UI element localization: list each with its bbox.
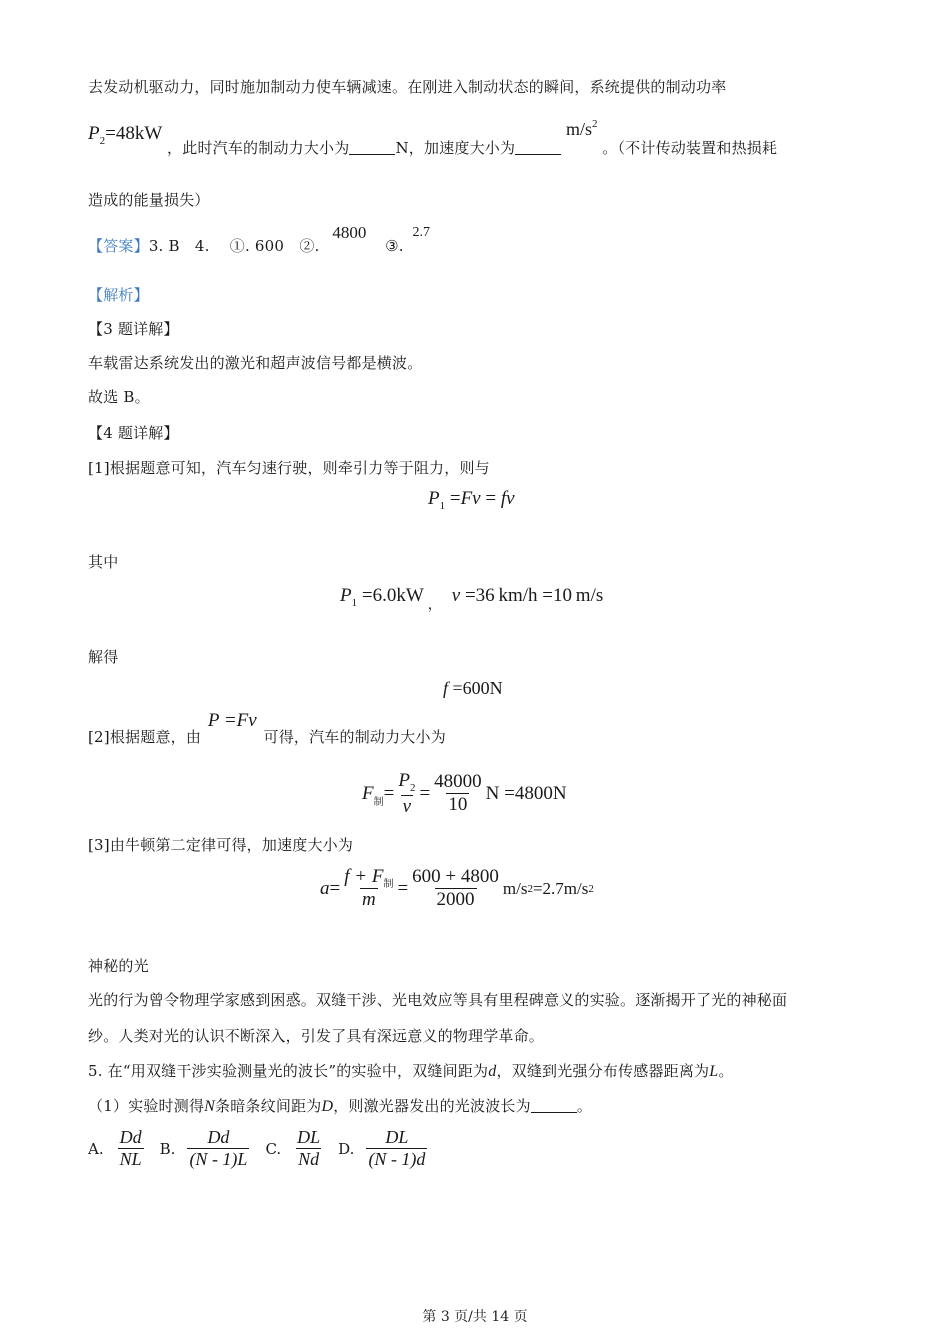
answer-blank bbox=[515, 140, 561, 155]
separator: ， bbox=[427, 598, 442, 613]
math-subscript: 制 bbox=[383, 879, 394, 890]
step3-text: [3]由牛顿第二定律可得，加速度大小为 bbox=[88, 836, 354, 854]
fraction-denominator: Nd bbox=[298, 1148, 320, 1169]
options-row bbox=[88, 1127, 429, 1170]
answer-line bbox=[88, 222, 430, 255]
math-symbol: v bbox=[402, 795, 412, 817]
math-operator: = bbox=[480, 488, 501, 509]
math-symbol: N bbox=[204, 1098, 216, 1115]
math-value: =48kW bbox=[105, 123, 163, 144]
math-symbol: fv bbox=[500, 488, 515, 509]
fraction-denominator: (N - 1)d bbox=[368, 1148, 426, 1169]
q3-heading: 【3 题详解】 bbox=[88, 320, 179, 338]
q3-conclusion: 故选 B。 bbox=[88, 388, 150, 406]
option-c-label[interactable]: C. bbox=[265, 1139, 282, 1158]
fraction-denominator: (N - 1)L bbox=[189, 1148, 248, 1169]
math-value: =2.7m/s bbox=[532, 878, 589, 898]
math-operator: = bbox=[445, 488, 461, 509]
question-text: （1）实验时测得 bbox=[88, 1097, 205, 1115]
question-text: ，则激光器发出的光波波长为 bbox=[333, 1097, 531, 1115]
option-d-formula[interactable] bbox=[366, 1127, 427, 1170]
math-symbol: P bbox=[398, 770, 410, 791]
math-value: =600N bbox=[448, 678, 503, 698]
math-operator: = bbox=[329, 877, 341, 899]
math-value: =36 km/h =10 m/s bbox=[460, 585, 604, 606]
fraction bbox=[432, 771, 484, 817]
fraction-numerator: Dd bbox=[119, 1127, 142, 1147]
answer-value-2: 4800 bbox=[332, 223, 367, 242]
math-symbol: P bbox=[340, 585, 352, 606]
step2-text: 可得，汽车的制动力大小为 bbox=[263, 728, 446, 746]
fraction bbox=[396, 770, 417, 818]
question-text: N，加速度大小为 bbox=[395, 139, 516, 157]
question-5-part-1 bbox=[88, 1095, 592, 1116]
fraction-numerator: Dd bbox=[207, 1127, 230, 1147]
paragraph-line: 去发动机驱动力，同时施加制动力使车辆减速。在刚进入制动状态的瞬间，系统提供的制动功率 bbox=[88, 78, 727, 96]
math-symbol: P bbox=[88, 123, 100, 144]
question-text: 。（不计传动装置和热损耗 bbox=[602, 139, 778, 157]
fraction-numerator: DL bbox=[297, 1127, 321, 1147]
equation-braking-force bbox=[362, 770, 567, 818]
question-text: 。 bbox=[718, 1062, 734, 1080]
math-symbol: f bbox=[443, 678, 449, 698]
analysis-label: 【解析】 bbox=[88, 286, 149, 304]
step2-line bbox=[88, 710, 446, 746]
equation-friction bbox=[443, 678, 503, 699]
question-5-stem bbox=[88, 1060, 734, 1081]
fraction bbox=[410, 866, 501, 912]
q3-explanation: 车载雷达系统发出的激光和超声波信号都是横波。 bbox=[88, 354, 423, 372]
question-line-braking bbox=[88, 118, 778, 157]
math-symbol: P bbox=[428, 488, 440, 509]
fraction-numerator: DL bbox=[385, 1127, 409, 1147]
math-symbol: a bbox=[320, 877, 330, 899]
math-operator: = bbox=[383, 783, 395, 805]
math-operator: = bbox=[419, 783, 431, 805]
math-value: N =4800N bbox=[485, 783, 567, 805]
equation-acceleration bbox=[320, 866, 594, 912]
math-subscript: 制 bbox=[373, 796, 384, 808]
question-text: 条暗条纹间距为 bbox=[215, 1097, 322, 1115]
question-text: ，双缝到光强分布传感器距离为 bbox=[496, 1062, 710, 1080]
math-symbol: d bbox=[488, 1063, 497, 1080]
answer-blank bbox=[349, 140, 395, 155]
option-c-formula[interactable] bbox=[295, 1127, 322, 1170]
paragraph-line: 造成的能量损失） bbox=[88, 191, 210, 209]
math-symbol: Fv bbox=[460, 488, 481, 509]
math-symbol: v bbox=[451, 585, 461, 606]
math-inline-formula: P =Fv bbox=[207, 710, 257, 731]
fraction-numerator: 600 + 4800 bbox=[412, 866, 499, 887]
answer-blank bbox=[531, 1098, 577, 1113]
section-intro-line: 纱。人类对光的认识不断深入，引发了具有深远意义的物理学革命。 bbox=[88, 1027, 545, 1045]
math-symbol: L bbox=[709, 1063, 719, 1080]
question-text: ，此时汽车的制动力大小为 bbox=[167, 139, 350, 157]
math-subscript: 2 bbox=[409, 782, 416, 794]
answer-label: 【答案】 bbox=[88, 237, 149, 255]
question-text: 。 bbox=[576, 1097, 593, 1115]
section-intro-line: 光的行为曾令物理学家感到困惑。双缝干涉、光电效应等具有里程碑意义的实验。逐渐揭开了光的神秘面 bbox=[88, 991, 788, 1009]
text-qizhong: 其中 bbox=[88, 553, 119, 571]
answer-mark-3: ③. bbox=[385, 237, 404, 255]
equation-power-balance bbox=[428, 488, 515, 512]
math-value: =6.0kW bbox=[357, 585, 424, 606]
section-title: 神秘的光 bbox=[88, 957, 149, 975]
unit: m/s bbox=[502, 878, 528, 898]
text-jiede: 解得 bbox=[88, 648, 119, 666]
answer-value-3: 2.7 bbox=[412, 225, 430, 240]
unit-exponent: 2 bbox=[527, 882, 533, 895]
question-text: 5. 在“用双缝干涉实验测量光的波长”的实验中，双缝间距为 bbox=[88, 1062, 489, 1080]
equation-given-values bbox=[340, 585, 604, 613]
unit: m/s bbox=[565, 119, 592, 139]
unit-exponent: 2 bbox=[591, 118, 598, 130]
answer-text: 3. B 4. ①. 600 ②. bbox=[148, 237, 320, 255]
math-subscript: 2 bbox=[99, 135, 106, 147]
fraction-numerator: 48000 bbox=[434, 771, 482, 793]
option-a-formula[interactable] bbox=[118, 1127, 144, 1170]
math-symbol: F bbox=[362, 783, 374, 805]
option-b-label[interactable]: B. bbox=[159, 1139, 176, 1158]
option-a-label[interactable]: A. bbox=[88, 1139, 104, 1158]
math-subscript: 1 bbox=[439, 500, 446, 512]
math-subscript: 1 bbox=[351, 597, 358, 609]
fraction bbox=[342, 866, 395, 912]
option-d-label[interactable]: D. bbox=[338, 1139, 355, 1158]
fraction-denominator: 2000 bbox=[436, 888, 475, 910]
fraction-denominator: 10 bbox=[448, 794, 468, 816]
option-b-formula[interactable] bbox=[187, 1127, 249, 1170]
math-operator: = bbox=[397, 877, 409, 899]
fraction-numerator: f + F bbox=[344, 866, 384, 887]
step2-text: [2]根据题意，由 bbox=[88, 728, 202, 746]
math-symbol: D bbox=[321, 1098, 334, 1115]
step1-text: [1]根据题意可知，汽车匀速行驶，则牵引力等于阻力，则与 bbox=[88, 459, 490, 477]
unit-exponent: 2 bbox=[588, 882, 594, 895]
fraction-denominator: NL bbox=[119, 1148, 142, 1169]
page-number: 第 3 页/共 14 页 bbox=[422, 1309, 528, 1325]
q4-heading: 【4 题详解】 bbox=[88, 424, 179, 442]
fraction-denominator: m bbox=[361, 888, 376, 910]
